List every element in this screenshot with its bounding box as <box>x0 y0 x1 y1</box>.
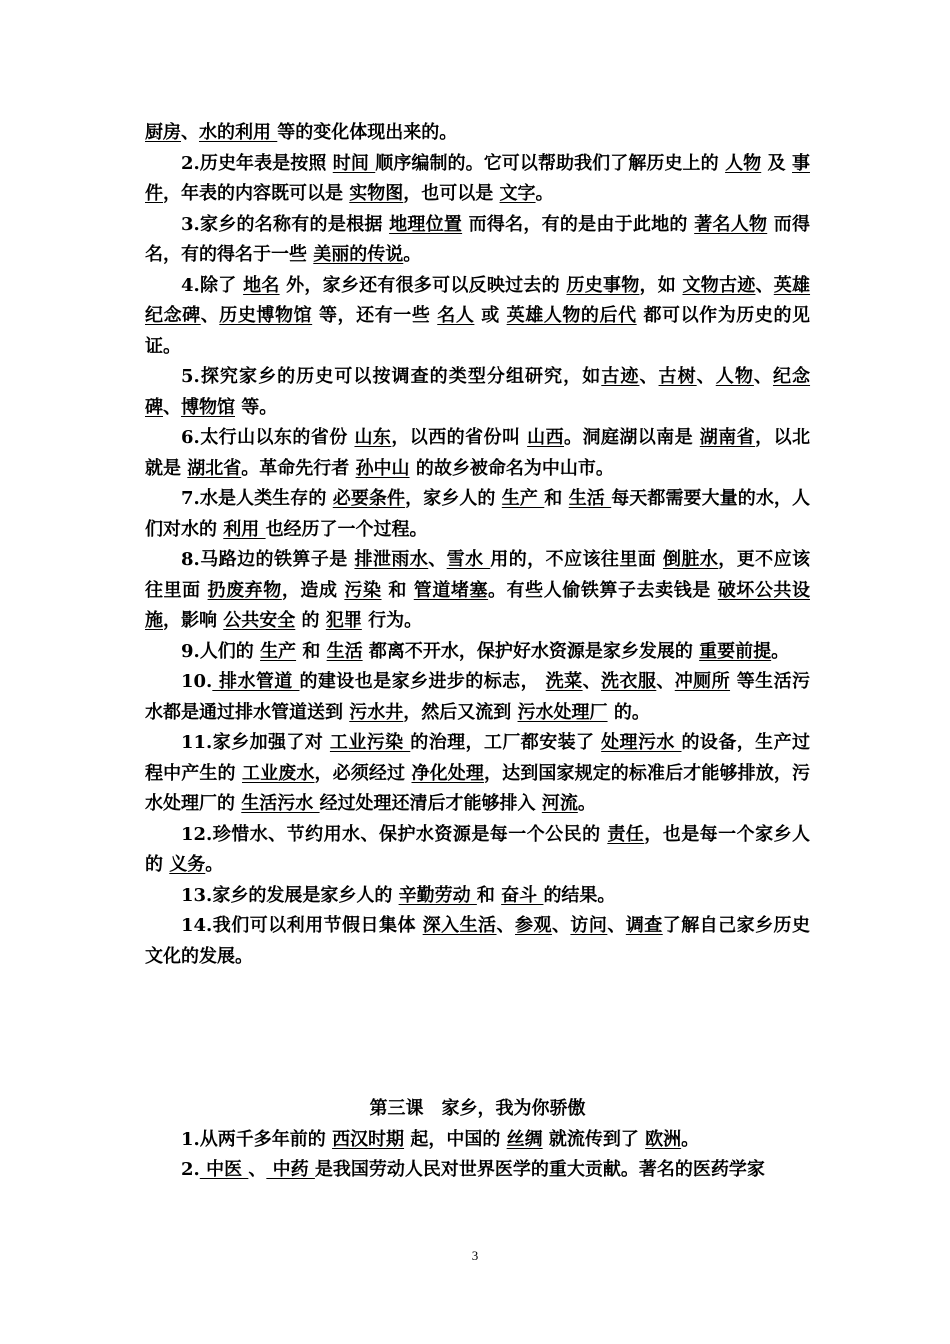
answer-text: 地名 <box>243 274 280 296</box>
answer-text: 排泄雨水 <box>354 549 429 570</box>
paragraph-text: 用的，不应该往里面 <box>490 549 663 570</box>
paragraph-text: 都离不开水，保护好水资源是家乡发展的 <box>362 640 700 662</box>
answer-text: 扔废弃物 <box>207 579 282 601</box>
answer-text: 地理位置 <box>389 213 463 235</box>
answer-text: 山东 <box>354 427 392 448</box>
answer-text: 历史博物馆 <box>219 305 313 326</box>
answer-text: 洗菜 <box>545 671 583 692</box>
paragraph-text: ，也是每一个家乡人的 <box>145 823 810 875</box>
paragraph <box>145 881 810 912</box>
paragraph-text: 、 <box>428 549 447 570</box>
answer-text: 山西 <box>527 427 565 448</box>
paragraph-text: 、 <box>248 1159 267 1180</box>
paragraph-text: 12.珍惜水、节约用水、保护水资源是每一个公民的 <box>181 823 608 845</box>
paragraph-text: 外，家乡还有很多可以反映过去的 <box>279 274 567 296</box>
answer-text: 纪念碑 <box>145 366 811 418</box>
paragraph-text: 、 <box>181 122 199 143</box>
paragraph-text: 起，中国的 <box>404 1128 507 1150</box>
paragraph-text: 、 <box>607 915 626 936</box>
paragraph-text: 7.水是人类生存的 <box>181 488 333 509</box>
paragraph <box>145 911 810 972</box>
paragraph-text: ，更不应该往里面 <box>145 549 811 601</box>
answer-text: 访问 <box>570 915 608 936</box>
answer-text: 犯罪 <box>325 610 362 631</box>
paragraph-text: 顺序编制的。它可以帮助我们了解历史上的 <box>375 152 726 174</box>
answer-text: 辛勤劳动 <box>398 884 477 906</box>
answer-text: 参观 <box>515 915 552 936</box>
paragraph-text: 是我国劳动人民对世界医学的重大贡献。著名的医药学家 <box>314 1159 765 1180</box>
paragraph-text: 行为。 <box>361 610 423 631</box>
answer-text: 湖南省 <box>699 427 756 448</box>
answer-text: 调查 <box>625 915 663 936</box>
answer-text: 生活 <box>568 488 612 509</box>
paragraph-text: 每天都需要大量的水，人们对水的 <box>145 488 810 540</box>
answer-text: 名人 <box>437 305 475 326</box>
paragraph-text: 8.马路边的铁箅子是 <box>181 549 355 570</box>
paragraph-text: 的结果。 <box>543 884 616 906</box>
answer-text: 管道堵塞 <box>413 579 489 601</box>
answer-text: 英雄人物的后代 <box>506 305 637 326</box>
answer-text: 污水井 <box>349 701 404 723</box>
paragraph-text: 10. <box>181 671 213 692</box>
answer-text: 文物古迹 <box>682 274 756 296</box>
answer-text: 深入生活 <box>422 915 497 936</box>
paragraph-text: 、 <box>496 915 515 936</box>
paragraph-text: 和 <box>476 884 502 906</box>
answer-text: 时间 <box>332 152 376 174</box>
paragraph-text: 。 <box>771 640 790 662</box>
answer-text: 著名人物 <box>694 213 768 235</box>
paragraph-text: 14.我们可以利用节假日集体 <box>181 915 423 936</box>
paragraph-text: 13.家乡的发展是家乡人的 <box>181 884 399 906</box>
answer-text: 实物图 <box>349 183 404 204</box>
paragraph-text: 都可以作为历史的见证。 <box>145 305 811 357</box>
paragraph-text: 也经历了一个过程。 <box>265 518 428 540</box>
answer-text: 美丽的传说 <box>313 244 404 265</box>
paragraph-text: 9.人们的 <box>181 640 261 662</box>
answer-text: 水的利用 <box>199 122 278 143</box>
answer-text: 事件 <box>145 152 810 204</box>
paragraph-text: 了解自己家乡历史文化的发展。 <box>145 915 811 967</box>
paragraph-text: 1.从两千多年前的 <box>181 1128 333 1150</box>
paragraph-text: 、 <box>639 366 659 387</box>
paragraph-text: 的设备，生产过程中产生的 <box>145 732 810 784</box>
paragraph <box>145 1125 810 1156</box>
paragraph-text: ，年表的内容既可以是 <box>163 183 350 204</box>
answer-text: 必要条件 <box>332 488 406 509</box>
paragraph-text: 等的变化体现出来的。 <box>277 122 458 143</box>
answer-text: 污水处理厂 <box>517 701 608 723</box>
paragraph-text: 及 <box>761 152 792 174</box>
answer-text: 工业污染 <box>329 732 411 753</box>
paragraph-text: 、 <box>551 915 571 936</box>
answer-text: 洗衣服 <box>601 671 657 692</box>
answer-text: 河流 <box>541 793 578 814</box>
answer-text: 湖北省 <box>187 457 242 479</box>
paragraph-text: ，如 <box>639 274 683 296</box>
paragraph-text: 、 <box>753 366 773 387</box>
paragraph-text: 或 <box>474 305 507 326</box>
answer-text: 奋斗 <box>501 884 544 906</box>
paragraph <box>145 820 810 881</box>
paragraph-text: 2. <box>181 1159 200 1180</box>
paragraph-text: 6.太行山以东的省份 <box>181 427 355 448</box>
paragraph-text: 。有些人偷铁箅子去卖钱是 <box>488 579 718 601</box>
answer-text: 厨房 <box>145 122 181 143</box>
answer-text: 历史事物 <box>566 274 640 296</box>
paragraph <box>145 118 810 149</box>
answer-text: 排水管道 <box>212 671 300 692</box>
paragraph-text: ，必须经过 <box>314 762 412 784</box>
answer-text: 公共安全 <box>223 610 296 631</box>
paragraph-text: ，然后又流到 <box>403 701 518 723</box>
answer-text: 人物 <box>715 366 754 387</box>
paragraph-text: 而得名，有的得名于一些 <box>145 213 810 265</box>
answer-text: 英雄纪念碑 <box>145 274 811 326</box>
answer-text: 冲厕所 <box>674 671 731 692</box>
answer-text: 文字 <box>499 183 536 204</box>
answer-text: 利用 <box>223 518 266 540</box>
answer-text: 处理污水 <box>601 732 682 753</box>
paragraph-text: 5.探究家乡的历史可以按调查的类型分组研究，如 <box>181 366 602 387</box>
paragraph-text: 。 <box>403 244 422 265</box>
paragraph <box>145 637 810 668</box>
paragraph <box>145 423 810 484</box>
answer-text: 雪水 <box>446 549 491 570</box>
answer-text: 责任 <box>607 823 645 845</box>
paragraph <box>145 210 810 271</box>
paragraph-text: 等生活污水都是通过排水管道送到 <box>145 671 811 723</box>
paragraph-text: 。 <box>577 793 596 814</box>
paragraph-text: 的建设也是家乡进步的标志， <box>299 671 546 692</box>
answer-text: 人物 <box>725 152 762 174</box>
paragraph-text: 的治理，工厂都安装了 <box>410 732 602 753</box>
page-number: 3 <box>471 1248 479 1263</box>
answer-text: 倒脏水 <box>662 549 719 570</box>
paragraph-text: 、 <box>163 396 181 418</box>
paragraph-text: 。革命先行者 <box>241 457 356 479</box>
paragraph-text: ，以西的省份叫 <box>391 427 528 448</box>
answer-text: 生产 <box>260 640 297 662</box>
section-content-list <box>145 1125 810 1186</box>
paragraph-text: 2.历史年表是按照 <box>181 152 333 174</box>
paragraph-text: ，达到国家规定的标准后才能够排放，污水处理厂的 <box>145 762 811 814</box>
answer-text: 生活 <box>326 640 363 662</box>
paragraph-text: 、 <box>200 305 220 326</box>
paragraph-text: 、 <box>696 366 716 387</box>
answer-text: 破坏公共设施 <box>145 579 810 631</box>
paragraph-text: 。 <box>681 1128 700 1150</box>
answer-text: 净化处理 <box>411 762 484 784</box>
answer-text: 工业废水 <box>242 762 315 784</box>
answer-text: 欧洲 <box>645 1128 682 1150</box>
paragraph <box>145 362 810 423</box>
paragraph-text: 就流传到了 <box>542 1128 646 1150</box>
paragraph-text: 11.家乡加强了对 <box>181 732 330 753</box>
paragraph-text: 3.家乡的名称有的是根据 <box>181 213 390 235</box>
paragraph-text: ，造成 <box>281 579 345 601</box>
paragraph-text: ，家乡人的 <box>405 488 502 509</box>
document-body <box>145 118 810 1186</box>
answer-text: 生产 <box>501 488 545 509</box>
paragraph-text: ，也可以是 <box>403 183 500 204</box>
paragraph <box>145 271 810 363</box>
answer-text: 生活污水 <box>241 793 320 814</box>
answer-text: 博物馆 <box>181 396 235 418</box>
paragraph-text: ，以北就是 <box>145 427 811 479</box>
paragraph-text: 、 <box>582 671 602 692</box>
answer-text: 中医 <box>199 1159 249 1180</box>
answer-text: 丝绸 <box>506 1128 543 1150</box>
paragraph-text: ，影响 <box>163 610 224 631</box>
answer-text: 污染 <box>344 579 382 601</box>
paragraph <box>145 149 810 210</box>
paragraph <box>145 1155 810 1186</box>
paragraph-text: 。 <box>205 854 224 875</box>
paragraph-text: 的。 <box>607 701 650 723</box>
section-title: 第三课 家乡，我为你骄傲 <box>369 1098 586 1119</box>
paragraph-text: 、 <box>656 671 675 692</box>
paragraph-text: 等。 <box>235 396 278 418</box>
paragraph-text: 和 <box>544 488 569 509</box>
paragraph-text: 的 <box>295 610 326 631</box>
answer-text: 中药 <box>266 1159 315 1180</box>
paragraph <box>145 728 810 820</box>
answer-text: 西汉时期 <box>332 1128 405 1150</box>
paragraph-text: 。洞庭湖以南是 <box>564 427 700 448</box>
paragraph-text: 、 <box>755 274 774 296</box>
paragraph <box>145 484 810 545</box>
paragraph-text: 等，还有一些 <box>312 305 438 326</box>
answer-text: 古树 <box>658 366 697 387</box>
paragraph <box>145 545 810 637</box>
paragraph-text: 和 <box>296 640 327 662</box>
answer-text: 孙中山 <box>355 457 410 479</box>
answer-text: 义务 <box>169 854 206 875</box>
answer-text: 古迹 <box>601 366 640 387</box>
paragraph-text: 和 <box>381 579 414 601</box>
paragraph-text: 而得名，有的是由于此地的 <box>462 213 695 235</box>
content-list <box>145 118 810 972</box>
paragraph-text: 。 <box>535 183 554 204</box>
paragraph <box>145 667 810 728</box>
answer-text: 重要前提 <box>699 640 772 662</box>
paragraph-text: 的故乡被命名为中山市。 <box>409 457 614 479</box>
paragraph-text: 4.除了 <box>181 274 244 296</box>
paragraph-text: 经过处理还清后才能够排入 <box>319 793 542 814</box>
